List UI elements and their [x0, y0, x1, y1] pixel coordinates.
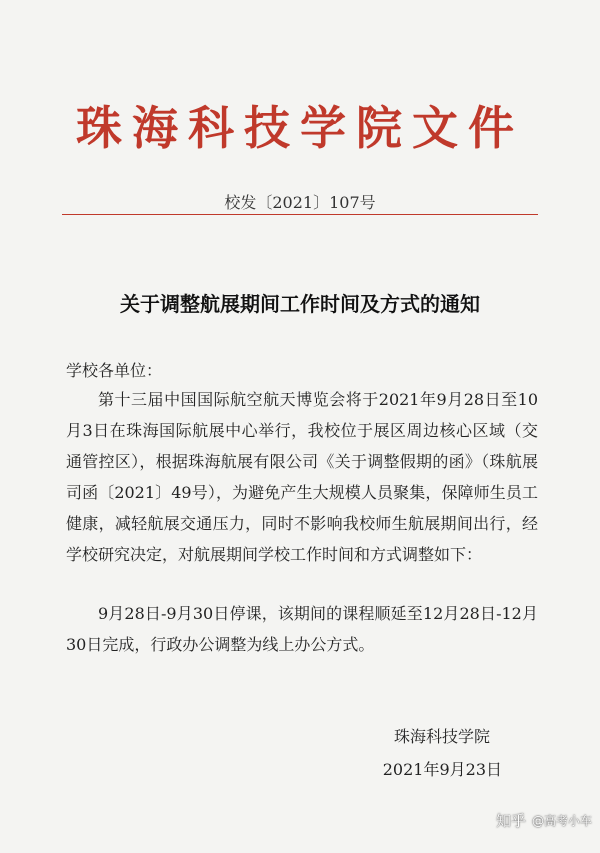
document-title: 关于调整航展期间工作时间及方式的通知 [120, 292, 480, 316]
salutation: 学校各单位： [66, 361, 163, 380]
watermark-author: @高考小车 [531, 814, 592, 828]
body-paragraph-1: 第十三届中国国际航空航天博览会将于2021年9月28日至10月3日在珠海国际航展中心举行，我校位于展区周边核心区域（交通管控区），根据珠海航展有限公司《关于调整假期的函》（珠航展司函〔2021〕49号），为避免产生大规模人员聚集，保障师生员工健康，减轻航展交通压力，同时不影响我校师生航展期间出行，经学校研究决定，对航展期间学校工作时间和方式调整如下： [66, 390, 538, 564]
header-divider [62, 214, 538, 215]
watermark [496, 810, 592, 831]
signature-date: 2021年9月23日 [382, 760, 502, 779]
body-paragraph-2: 9月28日-9月30日停课，该期间的课程顺延至12月28日-12月30日完成，行政办公调整为线上办公方式。 [66, 604, 538, 654]
document-header: 珠海科技学院文件 [76, 101, 524, 155]
watermark-site: 知乎 [495, 812, 526, 830]
document-number: 校发〔2021〕107号 [224, 193, 376, 212]
signature: 珠海科技学院 [393, 727, 490, 746]
